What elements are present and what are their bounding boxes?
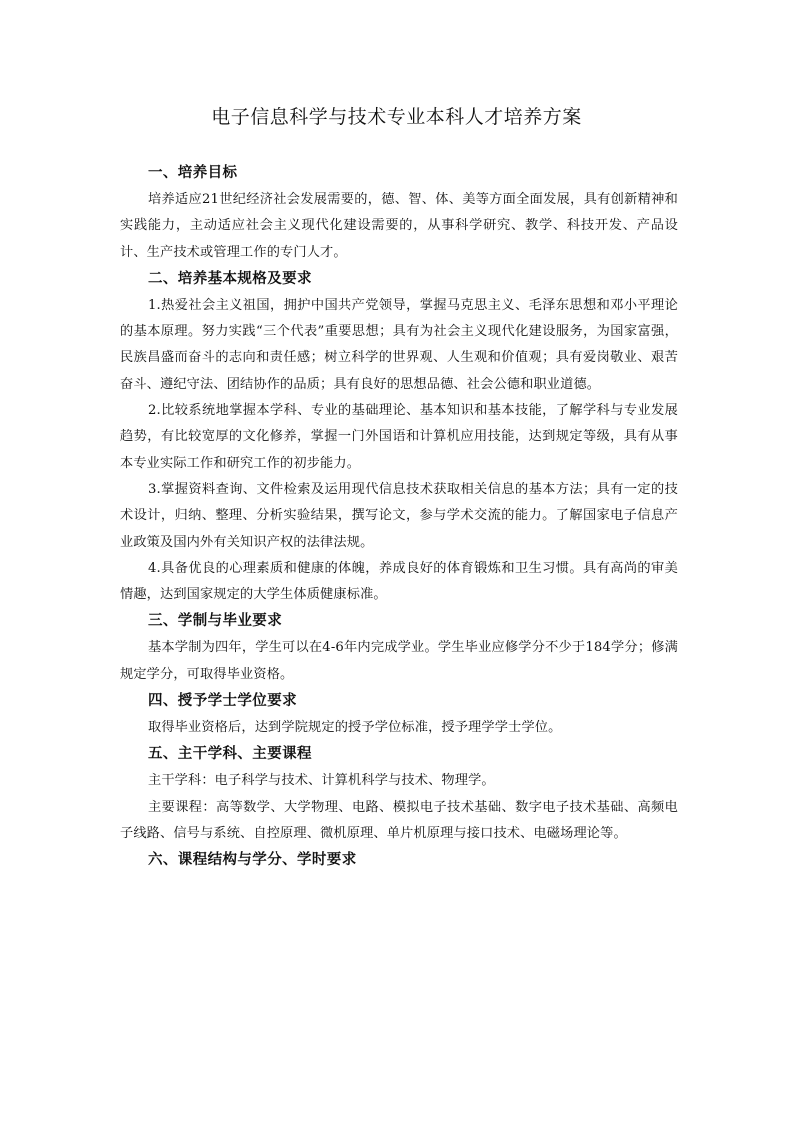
paragraph: 主干学科：电子科学与技术、计算机科学与技术、物理学。 [148, 773, 495, 789]
section-courses [120, 741, 678, 847]
section-heading: 二、培养基本规格及要求 [148, 270, 312, 287]
section-heading: 四、授予学士学位要求 [148, 693, 297, 710]
section-heading: 六、课程结构与学分、学时要求 [148, 852, 357, 869]
document-body [120, 160, 678, 874]
section-heading: 五、主干学科、主要课程 [148, 746, 312, 763]
section-heading: 一、培养目标 [148, 165, 238, 181]
paragraph: 4.具备优良的心理素质和健康的体魄，养成良好的体育锻炼和卫生习惯。具有高尚的审美情趣，达到国家规定的大学生体质健康标准。 [120, 560, 678, 603]
section-structure [120, 847, 678, 874]
paragraph: 3.掌握资料查询、文件检索及运用现代信息技术获取相关信息的基本方法；具有一定的技术设计，归纳、整理、分析实验结果，撰写论文，参与学术交流的能力。了解国家电子信息产业政策及国内外有关知识产权的法律法规。 [120, 481, 678, 550]
paragraph: 主要课程：高等数学、大学物理、电路、模拟电子技术基础、数字电子技术基础、高频电子线路、信号与系统、自控原理、微机原理、单片机原理与接口技术、电磁场理论等。 [120, 799, 678, 841]
paragraph: 2.比较系统地掌握本学科、专业的基础理论、基本知识和基本技能，了解学科与专业发展趋势，有比较宽厚的文化修养，掌握一门外国语和计算机应用技能，达到规定等级，具有从事本专业实际工作和研究工作的初步能力。 [120, 403, 678, 471]
paragraph: 基本学制为四年，学生可以在4-6年内完成学业。学生毕业应修学分不少于184学分；修满规定学分，可取得毕业资格。 [120, 640, 678, 682]
section-objectives [120, 160, 678, 266]
paragraph: 1.热爱社会主义祖国，拥护中国共产党领导，掌握马克思主义、毛泽东思想和邓小平理论的基本原理。努力实践“三个代表”重要思想；具有为社会主义现代化建设服务，为国家富强，民族昌盛而奋斗的志向和责任感；树立科学的世界观、人生观和价值观；具有爱岗敬业、艰苦奋斗、遵纪守法、团结协作的品质；具有良好的思想品德、社会公德和职业道德。 [120, 297, 678, 392]
section-heading: 三、学制与毕业要求 [148, 613, 283, 630]
section-duration [120, 608, 678, 688]
document-title: 电子信息科学与技术专业本科人才培养方案 [211, 106, 582, 128]
paragraph: 取得毕业资格后，达到学院规定的授予学位标准，授予理学学士学位。 [148, 720, 562, 736]
section-requirements [120, 266, 678, 609]
paragraph: 培养适应21世纪经济社会发展需要的，德、智、体、美等方面全面发展，具有创新精神和实践能力，主动适应社会主义现代化建设需要的，从事科学研究、教学、科技开发、产品设计、生产技术或管理工作的专门人才。 [120, 192, 678, 260]
section-degree [120, 688, 678, 741]
